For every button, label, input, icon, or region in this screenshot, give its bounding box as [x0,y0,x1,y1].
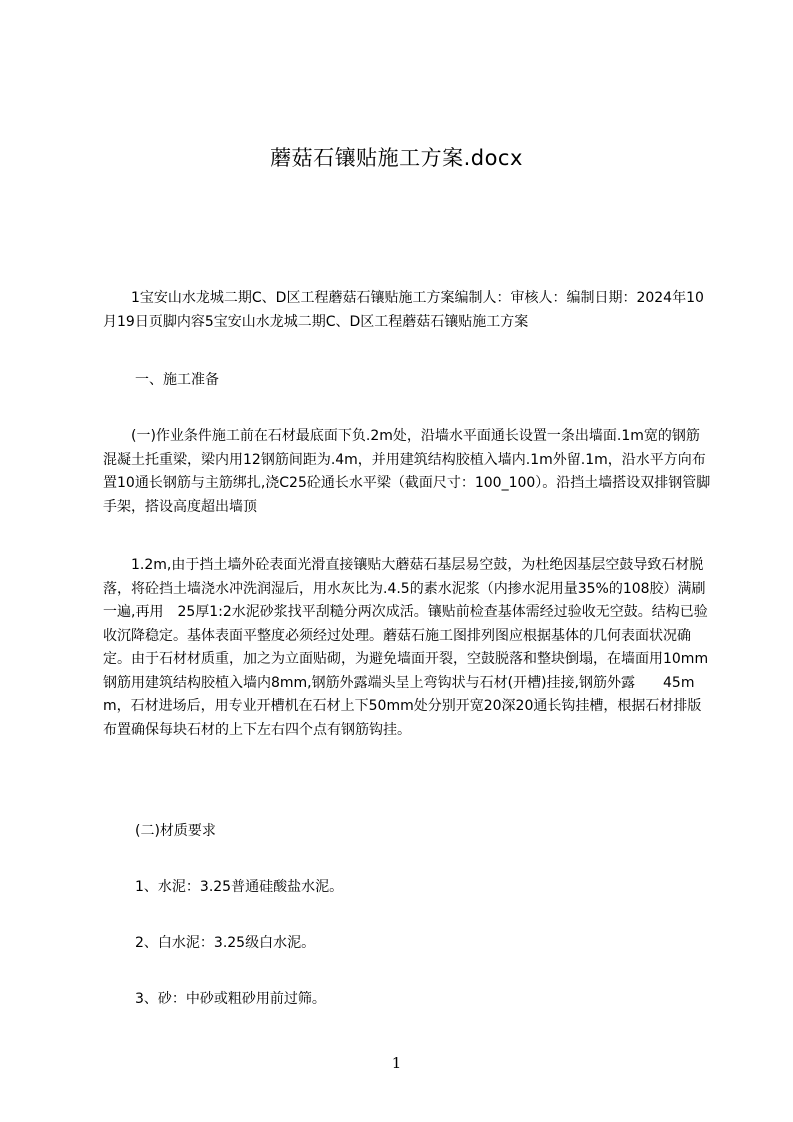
document-title: 蘑菇石镶贴施工方案.docx [270,146,523,170]
material-item-cement: 1、水泥：3.25普通硅酸盐水泥。 [135,879,344,895]
material-item-sand: 3、砂：中砂或粗砂用前过筛。 [135,991,326,1007]
base-treatment-paragraph: 1.2m,由于挡土墙外砼表面光滑直接镶贴大蘑菇石基层易空鼓，为杜绝因基层空鼓导致石材脱落，将砼挡土墙浇水冲洗润湿后，用水灰比为.4.5的素水泥浆（内掺水泥用量35%的108胶）满刷一遍,再用 25厚1:2水泥砂浆找平刮糙分两次成活。镶贴前检查基体需经过验收无空鼓。结构已验收沉降稳定。基体表面平整度必须经过处理。蘑菇石施工图排列图应根据基体的几何表面状况确定。由于石材材质重，加之为立面贴砌，为避免墙面开裂，空鼓脱落和整块倒塌，在墙面用10mm钢筋用建筑结构胶植入墙内8mm,钢筋外露端头呈上弯钩状与石材(开槽)挂接,钢筋外露 45mm，石材进场后，用专业开槽机在石材上下50mm处分别开宽20深20通长钩挂槽，根据石材排版布置确保每块石材的上下左右四个点有钢筋钩挂。 [103,557,709,738]
section-heading-construction-prep: 一、施工准备 [135,372,219,388]
material-item-white-cement: 2、白水泥：3.25级白水泥。 [135,935,316,951]
subsection-heading-materials: (二)材质要求 [135,823,216,839]
page-number: 1 [391,1054,402,1072]
work-conditions-paragraph: (一)作业条件施工前在石材最底面下负.2m处，沿墙水平面通长设置一条出墙面.1m宽的钢筋混凝土托重梁，梁内用12钢筋间距为.4m，并用建筑结构胶植入墙内.1m外留.1m，沿水平方向布置10通长钢筋与主筋绑扎,浇C25砼通长水平梁（截面尺寸：100_100）。沿挡土墙搭设双排钢管脚手架，搭设高度超出墙顶 [103,428,711,515]
intro-paragraph: 1宝安山水龙城二期C、D区工程蘑菇石镶贴施工方案编制人：审核人：编制日期：2024年10月19日页脚内容5宝安山水龙城二期C、D区工程蘑菇石镶贴施工方案 [103,290,704,330]
